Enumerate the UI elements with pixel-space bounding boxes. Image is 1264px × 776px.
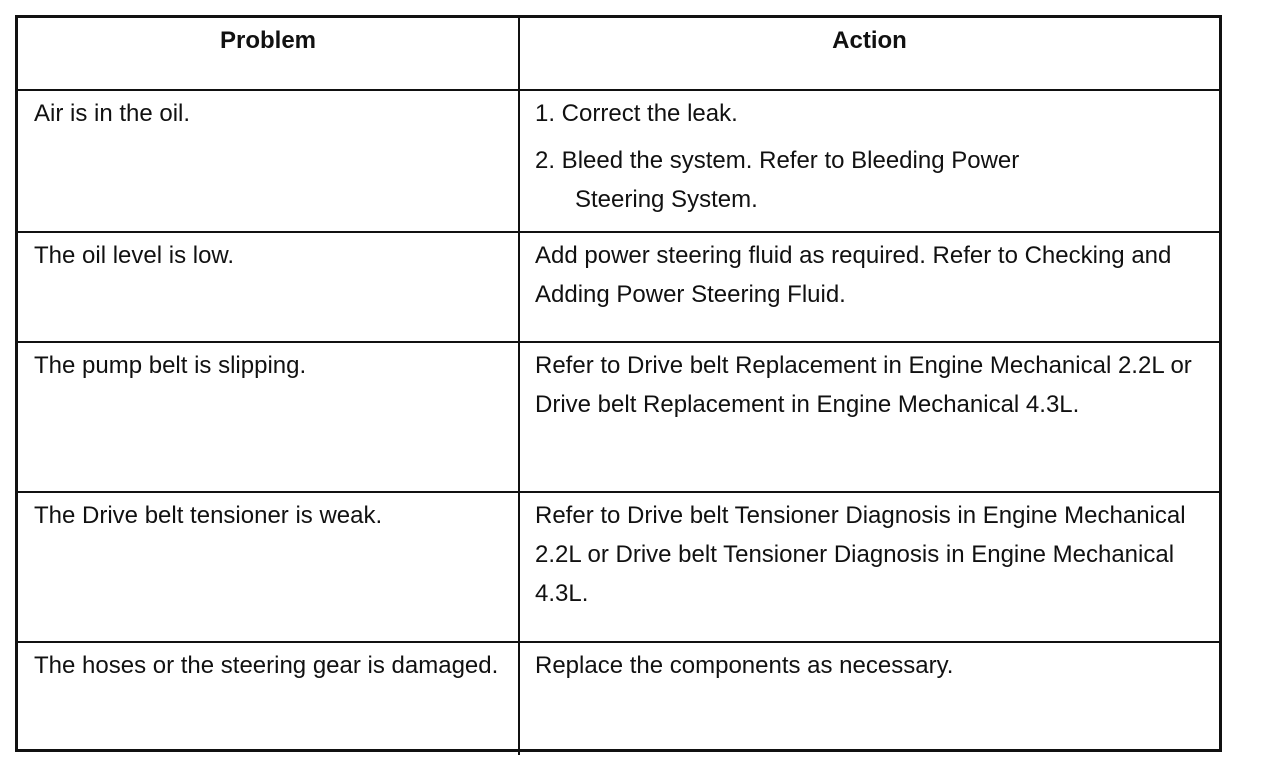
action-step-continuation: Steering System. (575, 186, 758, 213)
table-row (18, 642, 1219, 755)
action-column-header: Action (519, 18, 1219, 90)
problem-cell: The hoses or the steering gear is damaged. (18, 642, 519, 755)
table-row (18, 342, 1219, 492)
action-step (535, 94, 1209, 133)
action-step-text: 1. Correct the leak. (535, 100, 738, 127)
action-step-text: 2. Bleed the system. Refer to Bleeding Power (535, 147, 1020, 174)
action-cell (519, 90, 1219, 232)
action-cell: Refer to Drive belt Replacement in Engine Mechanical 2.2L or Drive belt Replacement in Engine Mechanical 4.3L. (519, 342, 1219, 492)
table-row (18, 492, 1219, 642)
problem-cell: Air is in the oil. (18, 90, 519, 232)
table-header-row (18, 18, 1219, 90)
action-step (535, 141, 1209, 219)
table-row (18, 90, 1219, 232)
problem-cell: The pump belt is slipping. (18, 342, 519, 492)
problem-column-header: Problem (18, 18, 519, 90)
troubleshooting-table-frame (15, 15, 1222, 752)
action-cell: Replace the components as necessary. (519, 642, 1219, 755)
troubleshooting-table (18, 18, 1219, 755)
problem-cell: The oil level is low. (18, 232, 519, 342)
problem-cell: The Drive belt tensioner is weak. (18, 492, 519, 642)
action-cell: Refer to Drive belt Tensioner Diagnosis in Engine Mechanical 2.2L or Drive belt Tensioner Diagnosis in Engine Mechanical 4.3L. (519, 492, 1219, 642)
table-row (18, 232, 1219, 342)
action-cell: Add power steering fluid as required. Refer to Checking and Adding Power Steering Fluid. (519, 232, 1219, 342)
